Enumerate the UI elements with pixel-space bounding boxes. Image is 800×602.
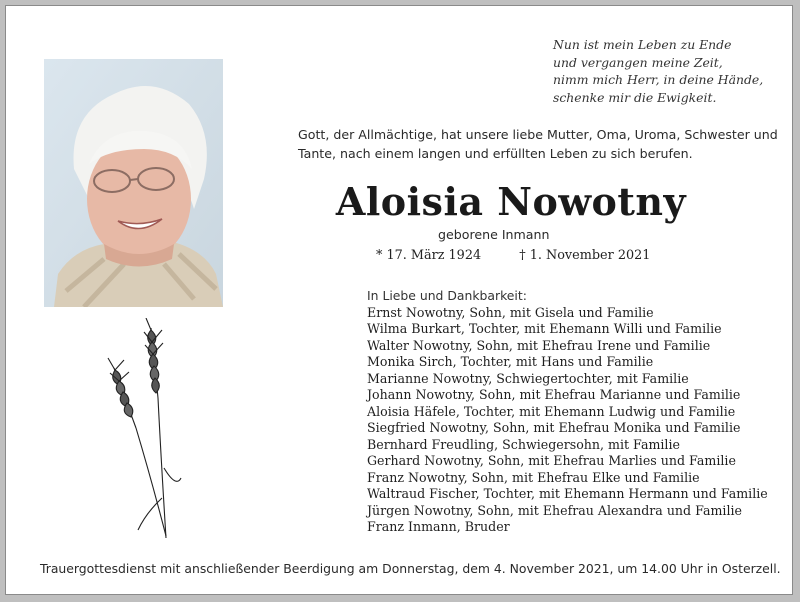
funeral-service-info: Trauergottesdienst mit anschließender Beerdigung am Donnerstag, dem 4. November 2021, um 14.00 Uhr in Osterzell. <box>40 561 781 576</box>
death-date: † 1. November 2021 <box>519 248 651 263</box>
mourner-entry: Gerhard Nowotny, Sohn, mit Ehefrau Marlies und Familie <box>367 453 736 468</box>
mourner-entry: Waltraud Fischer, Tochter, mit Ehemann Hermann und Familie <box>367 486 768 501</box>
mourner-entry: Johann Nowotny, Sohn, mit Ehefrau Marianne und Familie <box>367 387 741 402</box>
mourner-entry: Siegfried Nowotny, Sohn, mit Ehefrau Monika und Familie <box>367 420 741 435</box>
poem-line: nimm mich Herr, in deine Hände, <box>553 72 764 88</box>
poem-line: Nun ist mein Leben zu Ende <box>553 37 732 52</box>
announcement-text <box>298 125 788 163</box>
poem-line: schenke mir die Ewigkeit. <box>553 89 717 105</box>
maiden-name: geborene Inmann <box>438 227 550 242</box>
life-dates <box>376 248 650 263</box>
mourner-entry: Walter Nowotny, Sohn, mit Ehefrau Irene und Familie <box>367 337 711 353</box>
announcement-line: Gott, der Allmächtige, hat unsere liebe Mutter, Oma, Uroma, Schwester und <box>298 127 778 142</box>
wheat-ears-icon <box>106 318 196 543</box>
mourner-entry: Bernhard Freudling, Schwiegersohn, mit Familie <box>367 436 680 452</box>
announcement-line: Tante, nach einem langen und erfüllten Leben zu sich berufen. <box>298 146 693 161</box>
mourner-entry: Ernst Nowotny, Sohn, mit Gisela und Familie <box>367 304 654 320</box>
mourner-entry: Franz Inmann, Bruder <box>367 519 510 534</box>
poem <box>553 36 783 106</box>
mourner-entry: Marianne Nowotny, Schwiegertochter, mit Familie <box>367 370 689 386</box>
mourner-entry: Jürgen Nowotny, Sohn, mit Ehefrau Alexandra und Familie <box>367 502 742 518</box>
mourner-entry: Monika Sirch, Tochter, mit Hans und Familie <box>367 354 654 369</box>
mourners-list <box>367 288 787 536</box>
poem-line: und vergangen meine Zeit, <box>553 54 723 70</box>
mourners-heading: In Liebe und Dankbarkeit: <box>367 288 527 303</box>
birth-date: * 17. März 1924 <box>376 248 482 263</box>
deceased-name: Aloisia Nowotny <box>335 179 687 224</box>
portrait-photo <box>44 59 223 307</box>
mourner-entry: Aloisia Häfele, Tochter, mit Ehemann Ludwig und Familie <box>367 403 736 419</box>
mourner-entry: Franz Nowotny, Sohn, mit Ehefrau Elke und Familie <box>367 469 700 485</box>
mourner-entry: Wilma Burkart, Tochter, mit Ehemann Willi und Familie <box>367 321 722 336</box>
obituary-card <box>5 5 793 595</box>
